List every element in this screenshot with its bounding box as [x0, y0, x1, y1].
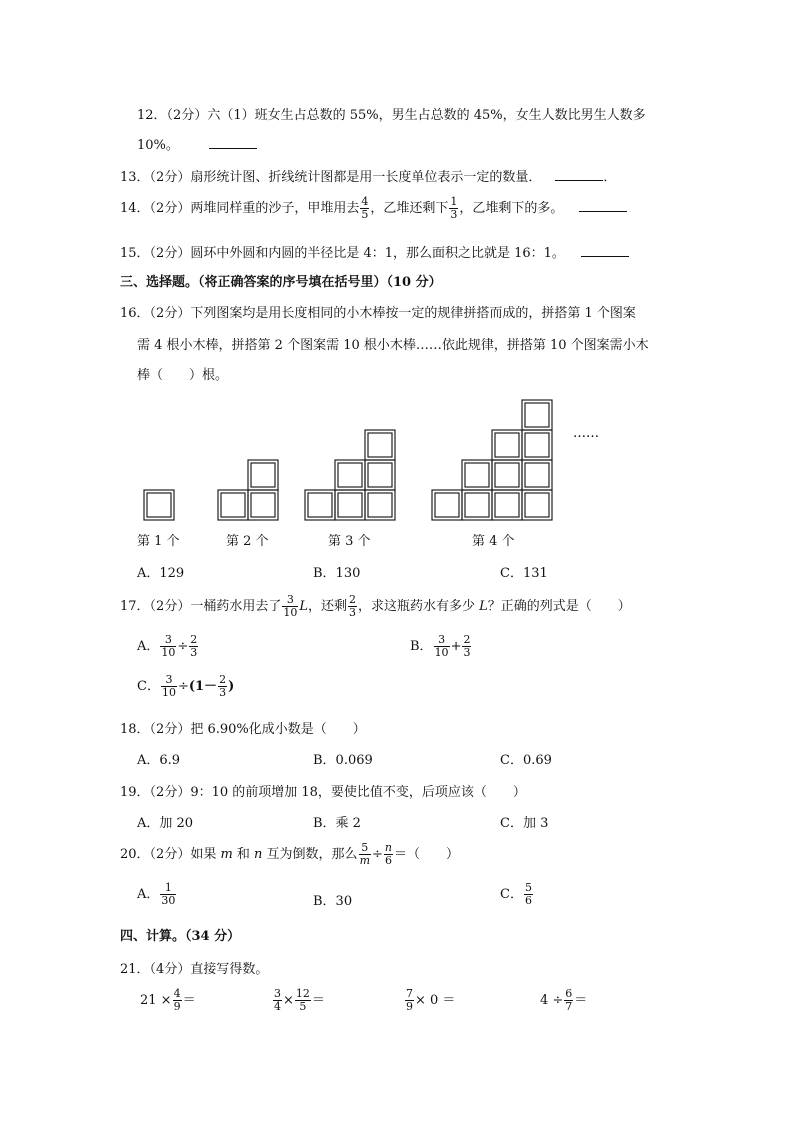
denominator: 10 [161, 686, 176, 699]
fraction [295, 988, 311, 1013]
numerator: 5 [524, 881, 532, 894]
option-label: A． [137, 639, 160, 654]
q15 [120, 242, 629, 261]
equals: ＝ [182, 993, 196, 1008]
denominator: 3 [190, 646, 198, 659]
numerator: 3 [282, 594, 298, 607]
numerator: 7 [406, 987, 413, 1000]
unit-l: L [299, 599, 308, 614]
q15-text: 15．（2分）圆环中外圆和内圆的半径比是 4：1，那么面积之比就是 16：1。 [120, 246, 565, 261]
denominator: 6 [384, 854, 392, 867]
fraction [160, 634, 176, 659]
var-n: n [254, 847, 263, 862]
expr-4 [540, 988, 587, 1013]
q16-line1: 16．（2分）下列图案均是用长度相同的小木棒按一定的规律拼搭而成的，拼搭第 1 个图案 [120, 306, 636, 321]
q12-line1: 12．（2分）六（1）班女生占总数的 55%，男生占总数的 45%，女生人数比男生人数多 [137, 108, 646, 123]
denominator: 3 [219, 686, 227, 699]
expr-3-b: × 0 ＝ [415, 993, 456, 1008]
denominator: 5 [361, 208, 369, 221]
option-label: C． [500, 887, 523, 902]
denominator: 5 [299, 1000, 307, 1013]
numerator: 3 [161, 674, 177, 687]
q19: 19．（2分）9：10 的前项增加 18，要使比值不变，后项应该（ ） [120, 785, 526, 800]
denominator: 10 [283, 606, 298, 619]
q12-line2 [137, 134, 257, 153]
q13-text: 13．（2分）扇形统计图、折线统计图都是用一长度单位表示一定的数量． [120, 170, 542, 185]
var-m: m [220, 847, 233, 862]
operator: ÷ [177, 639, 189, 654]
denominator: 4 [274, 1000, 281, 1013]
expr-4-a: 4 ÷ [540, 993, 564, 1008]
pattern-1 [144, 490, 174, 520]
q17-a: 17．（2分）一桶药水用去了 [120, 599, 282, 614]
answer-blank[interactable] [209, 136, 257, 149]
pattern-2 [218, 460, 278, 520]
q17-option-a[interactable] [137, 634, 199, 659]
option-label: A． [137, 887, 160, 902]
denominator: 6 [524, 894, 532, 907]
denominator: m [359, 854, 370, 867]
expr-3 [404, 988, 455, 1013]
q14-b: ，乙堆还剩下 [370, 201, 449, 216]
q14 [120, 196, 627, 221]
fraction [524, 882, 533, 907]
equals: ＝ [574, 993, 588, 1008]
fraction [189, 634, 198, 659]
operator: ÷ [372, 847, 383, 862]
numerator: 3 [434, 634, 450, 647]
q17-option-c[interactable] [137, 674, 234, 699]
equals: ＝ [311, 993, 325, 1008]
q19-option-b[interactable]: B．乘 2 [313, 816, 361, 831]
q19-option-c[interactable]: C．加 3 [500, 816, 549, 831]
q16-line3: 棒（ ）根。 [137, 368, 229, 383]
q18-option-a[interactable]: A．6.9 [137, 753, 181, 768]
denominator: 9 [173, 1000, 181, 1013]
q13 [120, 166, 616, 185]
numerator: 12 [295, 987, 310, 1000]
denominator: 10 [161, 646, 176, 659]
numerator: 4 [173, 987, 181, 1000]
numerator: 4 [361, 195, 369, 208]
pattern-label-3: 第 3 个 [328, 534, 371, 549]
numerator: 5 [359, 842, 371, 855]
operator: + [450, 639, 462, 654]
numerator: 2 [348, 593, 356, 606]
q18: 18．（2分）把 6.90%化成小数是（ ） [120, 722, 366, 737]
q20-a: 20．（2分）如果 [120, 847, 221, 862]
q20-option-b[interactable]: B．30 [313, 894, 353, 909]
q17-c: ，求这瓶药水有多少 [357, 599, 480, 614]
option-label: C． [137, 679, 160, 694]
fraction [434, 634, 450, 659]
ellipsis: …… [573, 426, 599, 441]
answer-blank[interactable] [579, 199, 627, 212]
denominator: 7 [565, 1000, 573, 1013]
denominator: 3 [450, 208, 458, 221]
numerator: n [384, 841, 392, 854]
operator: × [283, 993, 294, 1008]
pattern-label-4: 第 4 个 [472, 534, 515, 549]
denominator: 9 [406, 1000, 413, 1013]
q20-option-a[interactable] [137, 882, 177, 907]
answer-blank[interactable] [581, 244, 629, 257]
pattern-label-1: 第 1 个 [137, 534, 180, 549]
numerator: 6 [565, 987, 573, 1000]
expr-1-a: 21 × [140, 993, 172, 1008]
answer-blank[interactable] [555, 168, 603, 181]
numerator: 2 [219, 673, 227, 686]
section-4-heading: 四、计算。（34 分） [120, 929, 241, 944]
fraction [449, 196, 458, 221]
q16-line2: 需 4 根小木棒，拼搭第 2 个图案需 10 根小木棒……依此规律，拼搭第 10 个图案需小木 [137, 338, 649, 353]
q20-c: 互为倒数，那么 [262, 847, 358, 862]
q21: 21．（4分）直接写得数。 [120, 962, 269, 977]
q19-option-a[interactable]: A．加 20 [137, 816, 194, 831]
expr-2 [272, 988, 325, 1013]
fraction [348, 594, 357, 619]
q17-option-b[interactable] [410, 634, 472, 659]
numerator: 3 [160, 634, 176, 647]
pattern-3 [305, 430, 395, 520]
fraction [462, 634, 471, 659]
numerator: 2 [190, 633, 198, 646]
fraction [273, 988, 282, 1013]
expr-1 [140, 988, 196, 1013]
paren-close: ) [228, 679, 235, 694]
pattern-4 [432, 400, 552, 520]
q14-a: 14．（2分）两堆同样重的沙子，甲堆用去 [120, 201, 360, 216]
fraction [218, 674, 227, 699]
numerator: 1 [160, 882, 176, 895]
q12-line2-text: 10%。 [137, 138, 179, 153]
q20-d: ＝（ ） [394, 847, 460, 862]
denominator: 3 [348, 606, 356, 619]
q16-option-a[interactable]: A．129 [137, 566, 185, 581]
q18-option-c[interactable]: C．0.69 [500, 753, 552, 768]
section-3-heading: 三、选择题。（将正确答案的序号填在括号里）（10 分） [120, 275, 442, 290]
fraction [282, 594, 298, 619]
matchstick-figure [130, 392, 750, 532]
fraction [360, 196, 369, 221]
numerator: 2 [463, 633, 471, 646]
fraction [359, 842, 371, 867]
numerator: 3 [274, 987, 281, 1000]
denominator: 10 [434, 646, 449, 659]
q17-d: ？正确的列式是（ ） [487, 599, 631, 614]
option-label: B． [410, 639, 433, 654]
q20-b: 和 [232, 847, 255, 862]
fraction [564, 988, 573, 1013]
fraction [160, 882, 176, 907]
q17-b: ，还剩 [307, 599, 347, 614]
q16-option-b[interactable]: B．130 [313, 566, 361, 581]
fraction [405, 988, 414, 1013]
numerator: 1 [450, 195, 458, 208]
denominator: 30 [161, 894, 176, 907]
q18-option-b[interactable]: B．0.069 [313, 753, 373, 768]
q20 [120, 842, 459, 867]
paren-open: (1－ [188, 679, 218, 694]
fraction [173, 988, 182, 1013]
fraction [161, 674, 177, 699]
q13-tail: ． [603, 170, 617, 185]
denominator: 3 [463, 646, 471, 659]
q16-option-c[interactable]: C．131 [500, 566, 548, 581]
pattern-label-2: 第 2 个 [226, 534, 269, 549]
q17 [120, 594, 631, 619]
operator: ÷ [177, 679, 189, 694]
unit-l: L [479, 599, 488, 614]
q20-option-c[interactable] [500, 882, 534, 907]
q14-c: ，乙堆剩下的多。 [459, 201, 564, 216]
fraction [384, 842, 393, 867]
